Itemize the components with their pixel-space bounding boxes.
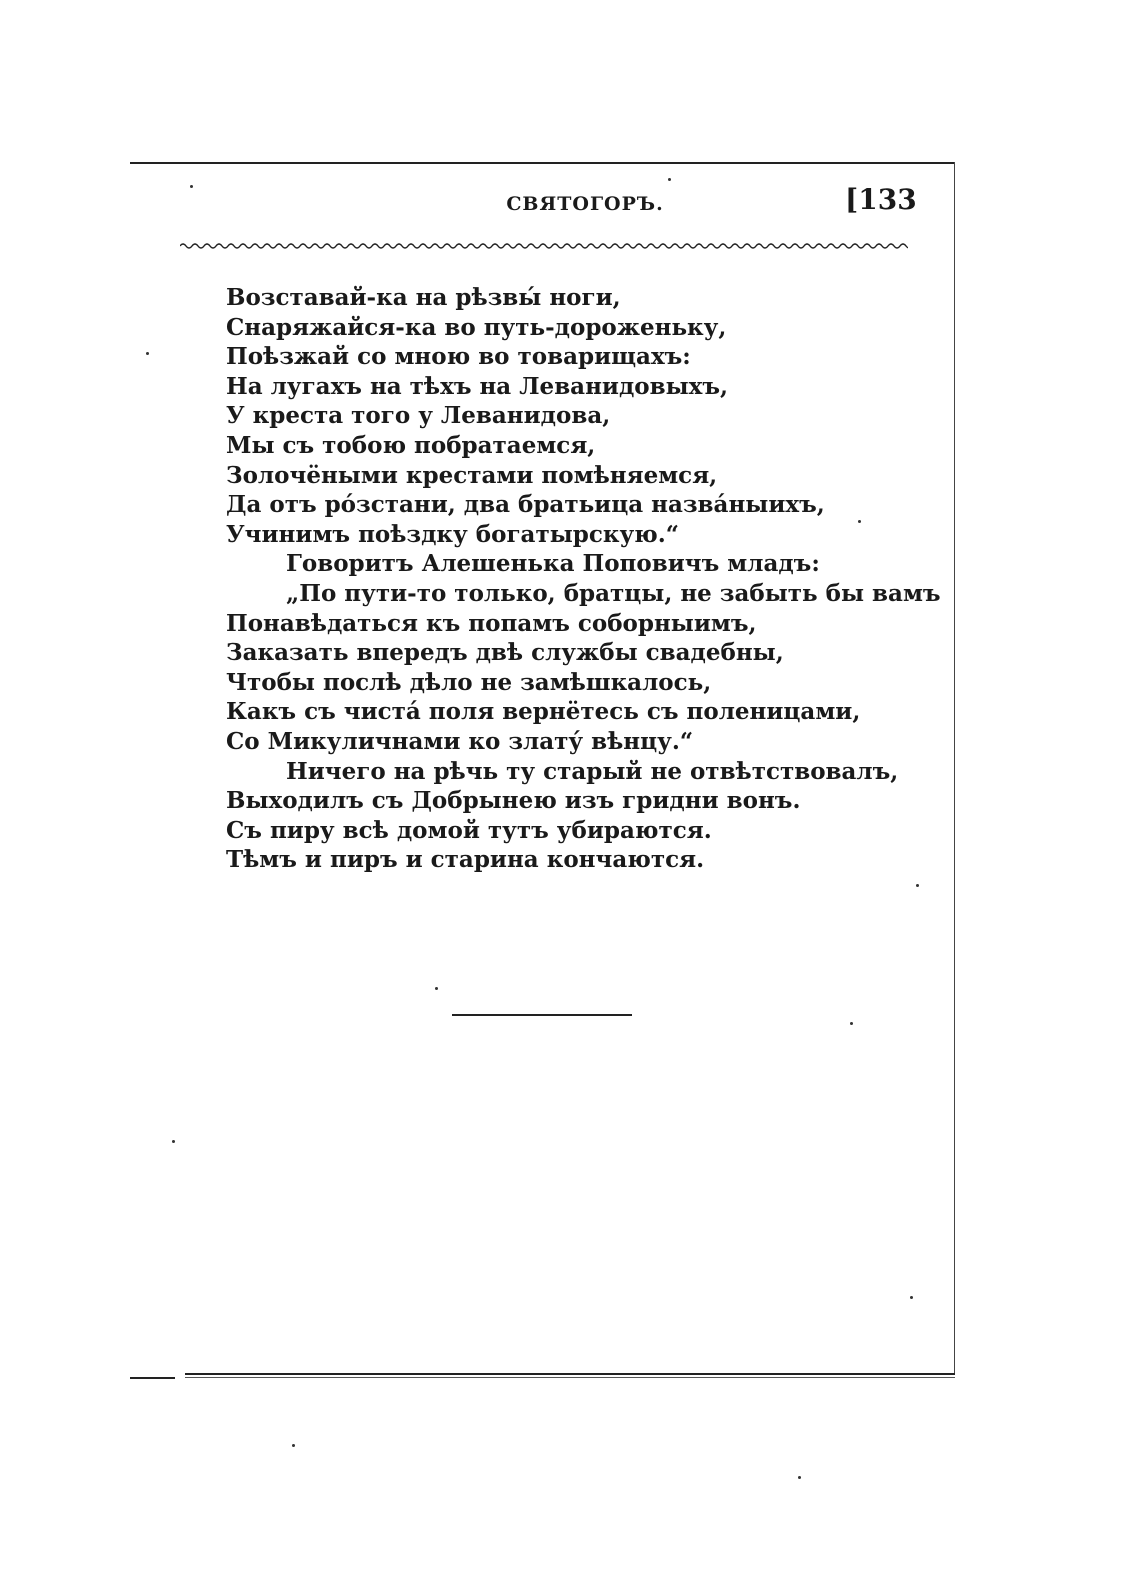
verse-line: Поѣзжай со мною во товарищахъ: [226, 343, 691, 371]
verse-line: Мы съ тобою побратаемся, [226, 431, 596, 459]
scan-speck [858, 520, 861, 523]
verse-line: Со Микуличнами ко злату́ вѣнцу.“ [226, 727, 694, 755]
verse-line: „По пути-то только, братцы, не забыть бы вамъ [286, 579, 941, 607]
scan-speck [172, 1140, 175, 1143]
scan-speck [910, 1296, 913, 1299]
scan-speck [668, 178, 671, 181]
verse-line: Какъ съ чиста́ поля вернётесь съ поленицами, [226, 698, 861, 726]
scan-speck [798, 1476, 801, 1479]
verse-line: Понавѣдаться къ попамъ соборныимъ, [226, 609, 757, 637]
verse-line: Снаряжайся-ка во путь-дороженьку, [226, 313, 727, 341]
verse-line: Тѣмъ и пиръ и старина кончаются. [226, 846, 705, 874]
verse-line: На лугахъ на тѣхъ на Леванидовыхъ, [226, 372, 729, 400]
verse-line: Да отъ ро́зстани, два братьица назва́ныихъ, [226, 491, 825, 519]
scan-speck [292, 1444, 295, 1447]
page-number: [133 [845, 183, 917, 216]
frame-right-rule [954, 162, 955, 1374]
running-title: СВЯТОГОРЪ. [506, 193, 664, 215]
verse-line: Чтобы послѣ дѣло не замѣшкалось, [226, 668, 712, 696]
verse-line: Съ пиру всѣ домой тутъ убираются. [226, 816, 712, 844]
verse-line: Выходилъ съ Добрынею изъ гридни вонъ. [226, 787, 801, 815]
verse-line: Возставай-ка на рѣзвы́ ноги, [226, 284, 621, 311]
verse-line: Заказать впередъ двѣ службы свадебны, [226, 639, 784, 667]
scan-speck [850, 1022, 853, 1025]
end-of-section-rule [452, 1014, 632, 1016]
frame-bottom-rule [185, 1373, 955, 1375]
verse-line: Золочёными крестами помѣняемся, [226, 461, 718, 489]
verse-line: У креста того у Леванидова, [226, 402, 611, 430]
wavy-divider-rule [180, 240, 908, 252]
verse-text [226, 283, 941, 875]
frame-bottom-rule-inner [185, 1377, 955, 1378]
frame-bottom-rule-short [130, 1377, 175, 1379]
verse-line: Ничего на рѣчь ту старый не отвѣтствовалъ, [286, 757, 899, 785]
scan-speck [916, 884, 919, 887]
verse-line: Учинимъ поѣздку богатырскую.“ [226, 520, 680, 548]
scan-speck [435, 987, 438, 990]
frame-top-rule [130, 162, 955, 164]
scan-speck [190, 185, 193, 188]
verse-line: Говоритъ Алешенька Поповичъ младъ: [286, 550, 820, 578]
scan-speck [146, 352, 149, 355]
